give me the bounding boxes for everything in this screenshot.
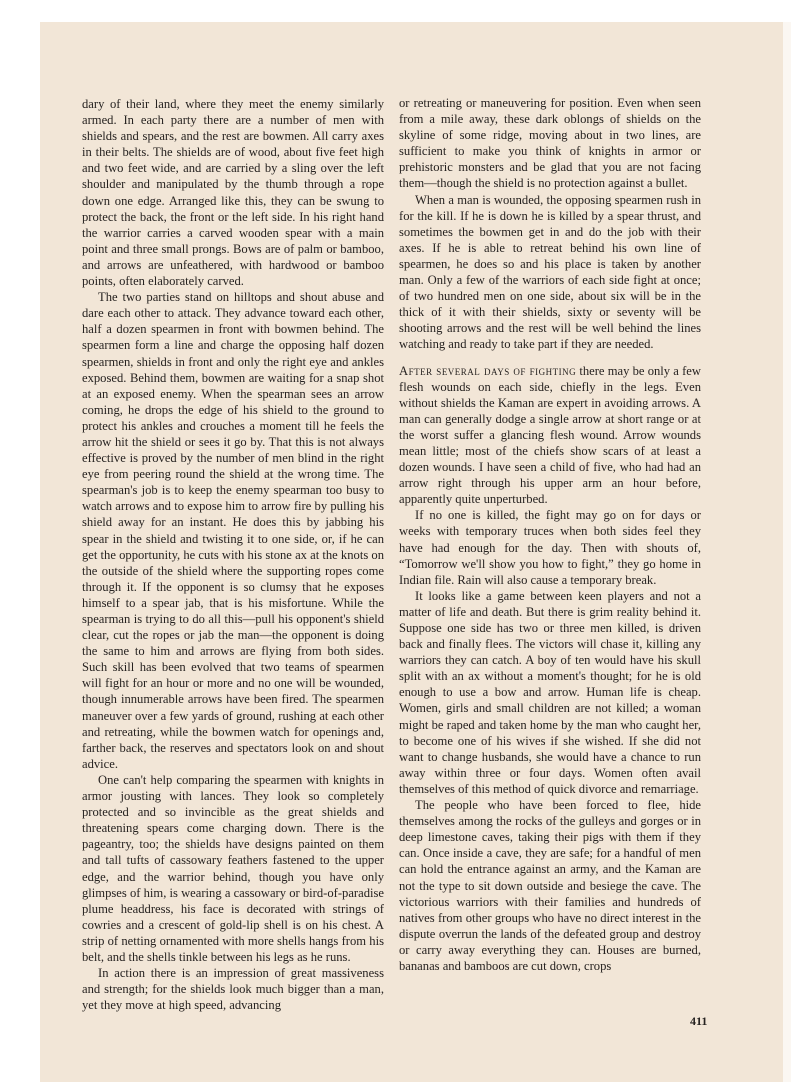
paragraph: In action there is an impression of great massiveness and strength; for the shields look much bigger than a man, yet they move at high speed, advancing	[82, 966, 384, 1013]
paragraph: dary of their land, where they meet the enemy similarly armed. In each party there are a number of men with shields and spears, and the rest are bowmen. All carry axes in their belts. The shields are of wood, about five feet high and two feet wide, and are carried by a sling over the left shoulder and manipulated by the thumb through a rope down one edge. Arranged like this, they can be swung to protect the back, the front or the left side. In his right hand the warrior carries a carved wooden spear with a main point and three small prongs. Bows are of palm or bamboo, and arrows are unfeathered, with hardwood or bamboo points, often elaborately carved.	[82, 97, 384, 289]
right-column	[399, 95, 701, 974]
paragraph: The two parties stand on hilltops and shout abuse and dare each other to attack. They advance toward each other, half a dozen spearmen in front with bowmen behind. The spearmen form a line and charge the opposing half dozen spearmen, shields in front and only the right eye and ankles exposed. Behind them, bowmen are waiting for a snap shot at an exposed enemy. When the spearman sees an arrow coming, he drops the edge of his shield to the ground to protect his ankles and crouches a moment till he feels the arrow hit the shield or sees it go by. That this is not always effective is proved by the number of men blind in the right eye from peering round the shield at the wrong time. The spearman's job is to keep the enemy spearman too busy to watch arrows and to expose him to arrow fire by pulling his shield away for an instant. He does this by jabbing his spear in the shield and twisting it to one side, or, if he can get the opportunity, he cuts with his stone ax at the knots on the outside of the shield where the supporting ropes come through it. If the opponent is so clumsy that he exposes himself to a spear jab, that is his misfortune. While the spearman is trying to do all this—pull his opponent's shield clear, cut the ropes or jab the man—the opponent is doing the same to him and arrows are flying from both sides. Such skill has been evolved that two teams of spearmen will fight for an hour or more and no one will be wounded, though innumerable arrows have been fired. The spearmen maneuver over a few yards of ground, rushing at each other and retreating, while the bowmen watch for openings and, farther back, the reserves and spectators look on and shout advice.	[82, 290, 384, 771]
paragraph: If no one is killed, the fight may go on for days or weeks with temporary truces when both sides feel they have had enough for the day. Then with shouts of, “Tomorrow we'll show you how to fight,” they go home in Indian file. Rain will also cause a temporary break.	[399, 508, 701, 587]
page-number: 411	[690, 1014, 708, 1028]
paragraph: One can't help comparing the spearmen with knights in armor jousting with lances. They look so completely protected and so invincible as the great shields and threatening spears come charging down. There is the pageantry, too; the shields have designs painted on them and tall tufts of cassowary feathers fastened to the upper edge, and the warrior behind, though you have only glimpses of him, is wearing a cassowary or bird-of-paradise plume headdress, his face is decorated with strings of cowries and a crescent of gold-lip shell is on his chest. A strip of netting ornamented with more shells hangs from his belt, and the shells tinkle between his legs as he runs.	[82, 772, 384, 964]
paragraph: The people who have been forced to flee, hide themselves among the rocks of the gulleys and gorges or in deep limestone caves, taking their pigs with them if they can. Once inside a cave, they are safe; for a handful of men can hold the entrance against an army, and the Kaman are not the type to sit down outside and besiege the cave. The victorious warriors with their families and hundreds of natives from other groups who have no direct interest in the dispute overrun the lands of the defeated group and destroy or carry away everything they can. Houses are burned, bananas and bamboos are cut down, crops	[399, 798, 701, 973]
section-lead-rest: there may be only a few flesh wounds on each side, chiefly in the legs. Even without shields the Kaman are expert in avoiding arrows. A man can generally dodge a single arrow at short range or at the worst suffer a glancing flesh wound. Arrow wounds mean little; most of the chiefs show scars of at least a dozen wounds. I have seen a child of five, who had had an arrow right through his upper arm an hour before, apparently quite unperturbed.	[399, 363, 701, 507]
paragraph: or retreating or maneuvering for position. Even when seen from a mile away, these dark oblongs of shields on the skyline of some ridge, moving about in two lines, are sufficient to make you think of knights in armor or prehistoric monsters and be glad that you are not facing them—though the shield is no protection against a bullet.	[399, 96, 701, 191]
paragraph: It looks like a game between keen players and not a matter of life and death. But there is grim reality behind it. Suppose one side has two or three men killed, is driven back and finally flees. The victors will chase it, killing any warriors they can catch. A boy of ten would have his skull split with an ax without a moment's thought; for he is old enough to use a bow and arrow. Human life is cheap. Women, girls and small children are not killed; a woman might be raped and taken home by the man who caught her, to become one of his wives if she wished. If she did not want to change husbands, she would have a chance to run away within three or four days. Women often avail themselves of this method of quick divorce and remarriage.	[399, 588, 701, 796]
section-paragraph	[399, 363, 701, 508]
section-lead: After several days of fighting	[399, 363, 577, 378]
left-column	[82, 96, 384, 1013]
page-edge	[783, 22, 791, 1082]
paragraph: When a man is wounded, the opposing spearmen rush in for the kill. If he is down he is killed by a spear thrust, and sometimes the bowmen get in and do the job with their axes. If he is able to retreat behind his own line of spearmen, he does so and his place is taken by another man. Only a few of the warriors of each side fight at once; of two hundred men on one side, about six will be in the thick of it with their shields, sixty or seventy will be shooting arrows and the rest will be well behind the lines watching and ready to take part if they are needed.	[399, 192, 701, 352]
